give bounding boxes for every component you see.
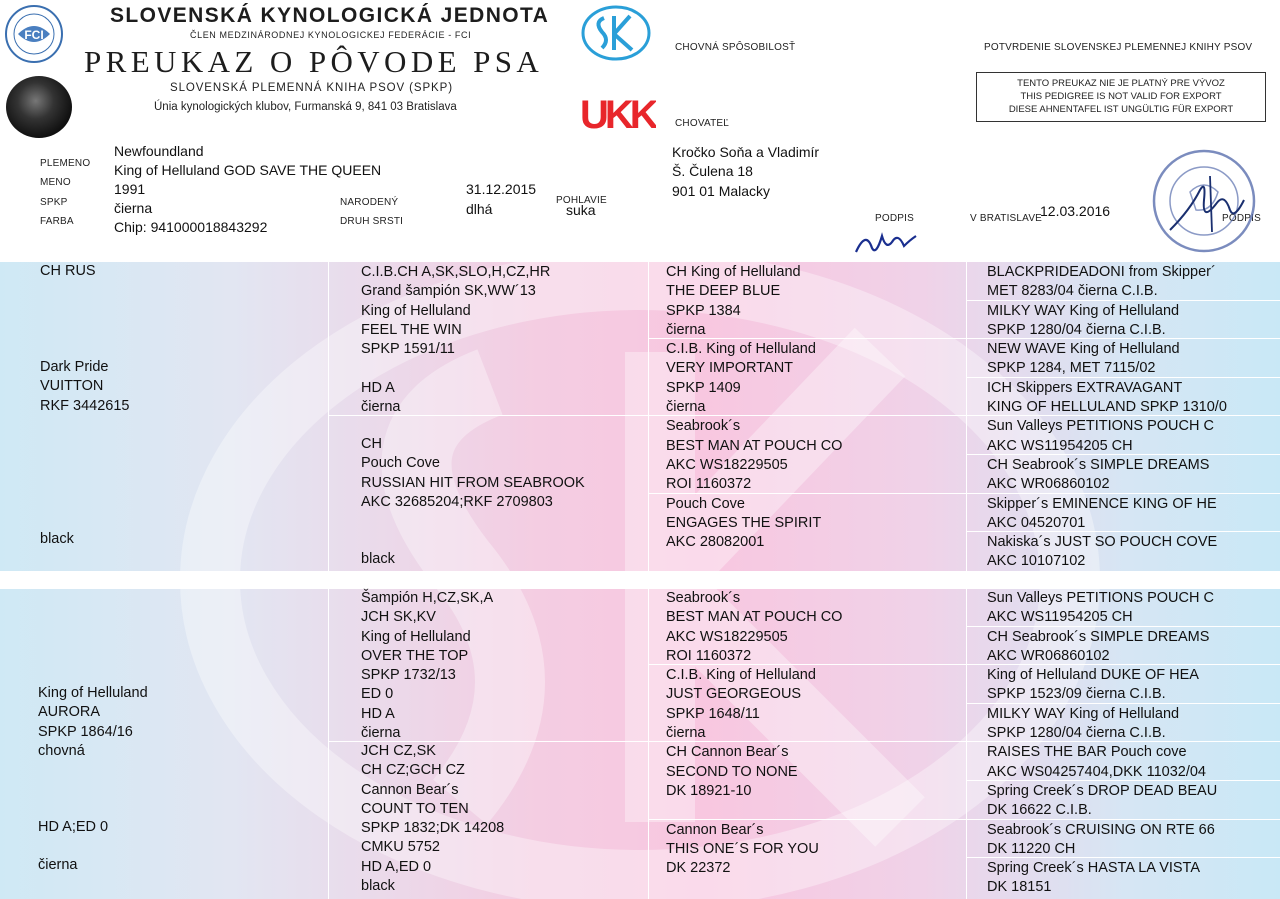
- entry-line: HD A: [361, 705, 395, 722]
- coat-type-value: dlhá: [466, 201, 493, 217]
- entry-line: DK 18921-10: [666, 782, 752, 799]
- great-grandparent-entry: [987, 821, 1215, 860]
- entry-line: AKC WS04257404,DKK 11032/04: [987, 763, 1206, 780]
- official-signature: [1160, 170, 1250, 240]
- entry-line: CH CZ;GCH CZ: [361, 762, 465, 779]
- entry-line: Šampión H,CZ,SK,A: [361, 590, 494, 606]
- entry-line: HD A: [361, 379, 395, 396]
- entry-line: King of Helluland: [361, 302, 471, 319]
- great-grandparent-entry: [987, 628, 1209, 667]
- sex-value: suka: [566, 202, 596, 218]
- dam-line: King of Helluland: [38, 685, 148, 701]
- organization-title: SLOVENSKÁ KYNOLOGICKÁ JEDNOTA: [110, 4, 550, 27]
- breeding-ability-label: CHOVNÁ SPÔSOBILOSŤ: [675, 42, 796, 53]
- breeder-signature: [852, 222, 922, 262]
- entry-line: Skipper´s EMINENCE KING OF HE: [987, 495, 1217, 512]
- dam-line: SPKP 1864/16: [38, 723, 133, 740]
- entry-line: SPKP 1384: [666, 302, 741, 319]
- entry-line: Spring Creek´s HASTA LA VISTA: [987, 860, 1201, 877]
- entry-line: čierna: [666, 399, 706, 416]
- entry-line: SPKP 1591/11: [361, 341, 455, 358]
- great-grandparent-entry: [987, 533, 1217, 572]
- place-label: V BRATISLAVE: [970, 213, 1043, 224]
- breed-value: Newfoundland: [114, 143, 204, 159]
- sex-label: POHLAVIE: [556, 195, 607, 206]
- breeder-street: Š. Čulena 18: [672, 163, 753, 179]
- great-grandparent-entry: [987, 495, 1217, 534]
- entry-line: NEW WAVE King of Helluland: [987, 341, 1180, 358]
- export-notice-line: DIESE AHNENTAFEL IST UNGÜLTIG FÜR EXPORT: [1008, 104, 1234, 115]
- dam-dam-entry: [361, 742, 504, 896]
- great-grandparent-entry: [987, 302, 1179, 341]
- generation-separator: [0, 571, 1280, 589]
- entry-line: AKC 28082001: [666, 534, 765, 551]
- grandparent-entry: [666, 263, 801, 340]
- dam-name: [38, 684, 148, 761]
- entry-line: King of Helluland: [361, 628, 471, 645]
- entry-line: MILKY WAY King of Helluland: [987, 302, 1180, 319]
- ukk-logo: [580, 88, 656, 134]
- sire-color: black: [40, 531, 74, 547]
- entry-line: čierna: [361, 399, 401, 416]
- organization-subtitle: ČLEN MEDZINÁRODNEJ KYNOLOGICKEJ FEDERÁCIE - FCI: [190, 30, 472, 40]
- entry-line: Pouch Cove: [666, 495, 745, 512]
- entry-line: Nakiska´s JUST SO POUCH COVE: [987, 534, 1218, 551]
- entry-line: VERY IMPORTANT: [666, 360, 794, 377]
- entry-line: AKC WR06860102: [987, 476, 1110, 493]
- entry-line: ED 0: [361, 686, 394, 703]
- fci-logo-text: FCI: [24, 28, 44, 42]
- entry-line: King of Helluland DUKE OF HEA: [987, 667, 1199, 684]
- entry-line: DK 11220 CH: [987, 840, 1076, 857]
- ukk-logo-text: UKK: [580, 93, 655, 134]
- great-grandparent-entry: [987, 859, 1200, 898]
- dam-line: AURORA: [38, 704, 101, 721]
- entry-line: čierna: [666, 725, 706, 742]
- entry-line: Sun Valleys PETITIONS POUCH C: [987, 418, 1214, 435]
- entry-line: SPKP 1832;DK 14208: [361, 820, 505, 837]
- entry-line: FEEL THE WIN: [361, 321, 462, 338]
- dam-line: chovná: [38, 742, 85, 759]
- entry-line: C.I.B. King of Helluland: [666, 667, 816, 684]
- document-title: PREUKAZ O PÔVODE PSA: [84, 44, 544, 79]
- signature-label-2: PODPIS: [1222, 213, 1261, 224]
- union-address: Únia kynologických klubov, Furmanská 9, 841 03 Bratislava: [154, 101, 457, 113]
- entry-line: RAISES THE BAR Pouch cove: [987, 744, 1187, 761]
- grandparent-entry: [666, 417, 842, 494]
- entry-line: BLACKPRIDEADONI from Skipper´: [987, 264, 1216, 280]
- entry-line: THIS ONE´S FOR YOU: [666, 840, 819, 857]
- entry-line: CH Seabrook´s SIMPLE DREAMS: [987, 457, 1210, 473]
- entry-line: BEST MAN AT POUCH CO: [666, 437, 843, 454]
- export-notice-line: THIS PEDIGREE IS NOT VALID FOR EXPORT: [1020, 91, 1222, 102]
- column-divider: [966, 262, 967, 899]
- entry-line: C.I.B.CH A,SK,SLO,H,CZ,HR: [361, 264, 551, 280]
- dam-health: HD A;ED 0: [38, 819, 109, 835]
- sire-title: CH RUS: [40, 263, 96, 279]
- spkp-label: SPKP: [40, 197, 68, 208]
- entry-line: Sun Valleys PETITIONS POUCH C: [987, 590, 1214, 606]
- entry-line: JUST GEORGEOUS: [666, 686, 802, 703]
- great-grandparent-entry: [987, 379, 1227, 418]
- entry-line: Spring Creek´s DROP DEAD BEAU: [987, 783, 1218, 799]
- great-grandparent-entry: [987, 705, 1179, 744]
- entry-line: Seabrook´s: [666, 418, 741, 435]
- column-divider: [328, 262, 329, 899]
- skj-logo: [580, 4, 652, 62]
- sire-dam-entry: [361, 435, 585, 512]
- entry-line: AKC WR06860102: [987, 647, 1110, 664]
- entry-line: SPKP 1409: [666, 379, 741, 396]
- grandparent-entry: [666, 666, 816, 743]
- entry-line: Seabrook´s: [666, 590, 741, 606]
- entry-line: Cannon Bear´s: [361, 781, 459, 798]
- entry-line: COUNT TO TEN: [361, 800, 469, 817]
- entry-line: AKC 04520701: [987, 514, 1086, 531]
- export-notice: [976, 72, 1266, 122]
- entry-line: Seabrook´s CRUISING ON RTE 66: [987, 821, 1215, 838]
- entry-line: C.I.B. King of Helluland: [666, 341, 816, 358]
- stud-book-name: SLOVENSKÁ PLEMENNÁ KNIHA PSOV (SPKP): [170, 82, 453, 94]
- entry-line: AKC WS11954205 CH: [987, 437, 1133, 454]
- grandparent-entry: [666, 495, 821, 553]
- grandparent-entry: [666, 821, 819, 879]
- sire-name: [40, 358, 129, 416]
- grandparent-entry: [666, 340, 816, 417]
- entry-line: SPKP 1280/04 čierna C.I.B.: [987, 321, 1166, 338]
- entry-line: ENGAGES THE SPIRIT: [666, 514, 822, 531]
- breed-label: PLEMENO: [40, 158, 91, 169]
- entry-line: čierna: [666, 321, 706, 338]
- great-grandparent-entry: [987, 666, 1199, 705]
- entry-line: čierna: [361, 725, 401, 742]
- spkp-value: 1991: [114, 181, 146, 197]
- entry-line: BEST MAN AT POUCH CO: [666, 609, 843, 626]
- entry-line: AKC WS18229505: [666, 456, 788, 473]
- confirmation-date: 12.03.2016: [1040, 203, 1111, 219]
- entry-line: ROI 1160372: [666, 647, 752, 664]
- entry-line: ROI 1160372: [666, 476, 752, 493]
- entry-line: KING OF HELLULAND SPKP 1310/0: [987, 399, 1227, 416]
- great-grandparent-entry: [987, 417, 1214, 456]
- great-grandparent-entry: [987, 456, 1209, 495]
- entry-line: RUSSIAN HIT FROM SEABROOK: [361, 474, 585, 491]
- entry-line: DK 18151: [987, 879, 1052, 896]
- entry-line: JCH CZ,SK: [361, 743, 436, 759]
- entry-line: SPKP 1280/04 čierna C.I.B.: [987, 725, 1166, 742]
- entry-line: OVER THE TOP: [361, 647, 469, 664]
- stud-book-confirmation-label: POTVRDENIE SLOVENSKEJ PLEMENNEJ KNIHY PSOV: [984, 42, 1253, 53]
- entry-line: MET 8283/04 čierna C.I.B.: [987, 283, 1158, 300]
- sire-line: Dark Pride: [40, 359, 109, 375]
- grandparent-entry: [666, 589, 842, 666]
- entry-line: DK 22372: [666, 860, 731, 877]
- entry-line: SPKP 1732/13: [361, 667, 456, 684]
- entry-line: [361, 359, 550, 378]
- sire-line: RKF 3442615: [40, 397, 130, 414]
- entry-line: DK 16622 C.I.B.: [987, 802, 1092, 819]
- embossed-seal: [6, 76, 72, 138]
- entry-line: black: [361, 878, 395, 895]
- entry-line: CH Cannon Bear´s: [666, 744, 789, 761]
- born-label: NARODENÝ: [340, 197, 399, 208]
- great-grandparent-entry: [987, 782, 1217, 821]
- pedigree-table: [0, 262, 1280, 899]
- color-value: čierna: [114, 200, 153, 216]
- great-grandparent-entry: [987, 589, 1214, 628]
- coat-type-label: DRUH SRSTI: [340, 216, 404, 227]
- entry-line: Grand šampión SK,WW´13: [361, 283, 536, 300]
- entry-line: JCH SK,KV: [361, 609, 436, 626]
- sire-sire-entry: [361, 263, 550, 417]
- pedigree-header: [0, 0, 1280, 262]
- row-divider: [648, 819, 966, 820]
- color-label: FARBA: [40, 216, 74, 227]
- entry-line: CH Seabrook´s SIMPLE DREAMS: [987, 628, 1210, 645]
- entry-line: THE DEEP BLUE: [666, 283, 781, 300]
- entry-line: AKC WS18229505: [666, 628, 788, 645]
- entry-line: AKC WS11954205 CH: [987, 609, 1133, 626]
- entry-line: CH: [361, 436, 382, 452]
- breeder-name: Kročko Soňa a Vladimír: [672, 144, 820, 160]
- grandparent-entry: [666, 743, 798, 801]
- great-grandparent-entry: [987, 263, 1216, 302]
- entry-line: Pouch Cove: [361, 455, 440, 472]
- birth-date-value: 31.12.2015: [466, 181, 537, 197]
- sire-line: VUITTON: [40, 378, 104, 395]
- entry-line: SECOND TO NONE: [666, 763, 798, 780]
- entry-line: AKC 32685204;RKF 2709803: [361, 493, 553, 510]
- entry-line: CMKU 5752: [361, 839, 440, 856]
- name-label: MENO: [40, 177, 71, 188]
- entry-line: SPKP 1648/11: [666, 705, 760, 722]
- entry-line: SPKP 1523/09 čierna C.I.B.: [987, 686, 1166, 703]
- great-grandparent-entry: [987, 743, 1206, 782]
- fci-logo: [4, 4, 64, 64]
- entry-line: ICH Skippers EXTRAVAGANT: [987, 379, 1183, 396]
- breeder-label: CHOVATEĽ: [675, 118, 730, 129]
- sire-dam-color: black: [361, 551, 395, 567]
- entry-line: AKC 10107102: [987, 553, 1086, 570]
- entry-line: MILKY WAY King of Helluland: [987, 705, 1180, 722]
- chip-value: Chip: 941000018843292: [114, 219, 268, 235]
- dam-sire-entry: [361, 589, 493, 743]
- great-grandparent-entry: [987, 340, 1180, 379]
- entry-line: Cannon Bear´s: [666, 821, 764, 838]
- entry-line: CH King of Helluland: [666, 264, 801, 280]
- entry-line: HD A,ED 0: [361, 858, 432, 875]
- dam-color: čierna: [38, 857, 78, 873]
- entry-line: SPKP 1284, MET 7115/02: [987, 360, 1156, 377]
- dog-name-value: King of Helluland GOD SAVE THE QUEEN: [114, 162, 382, 178]
- signature-label: PODPIS: [875, 213, 914, 224]
- export-notice-line: TENTO PREUKAZ NIE JE PLATNÝ PRE VÝVOZ: [1017, 78, 1225, 89]
- column-divider: [648, 262, 649, 899]
- breeder-city: 901 01 Malacky: [672, 183, 771, 199]
